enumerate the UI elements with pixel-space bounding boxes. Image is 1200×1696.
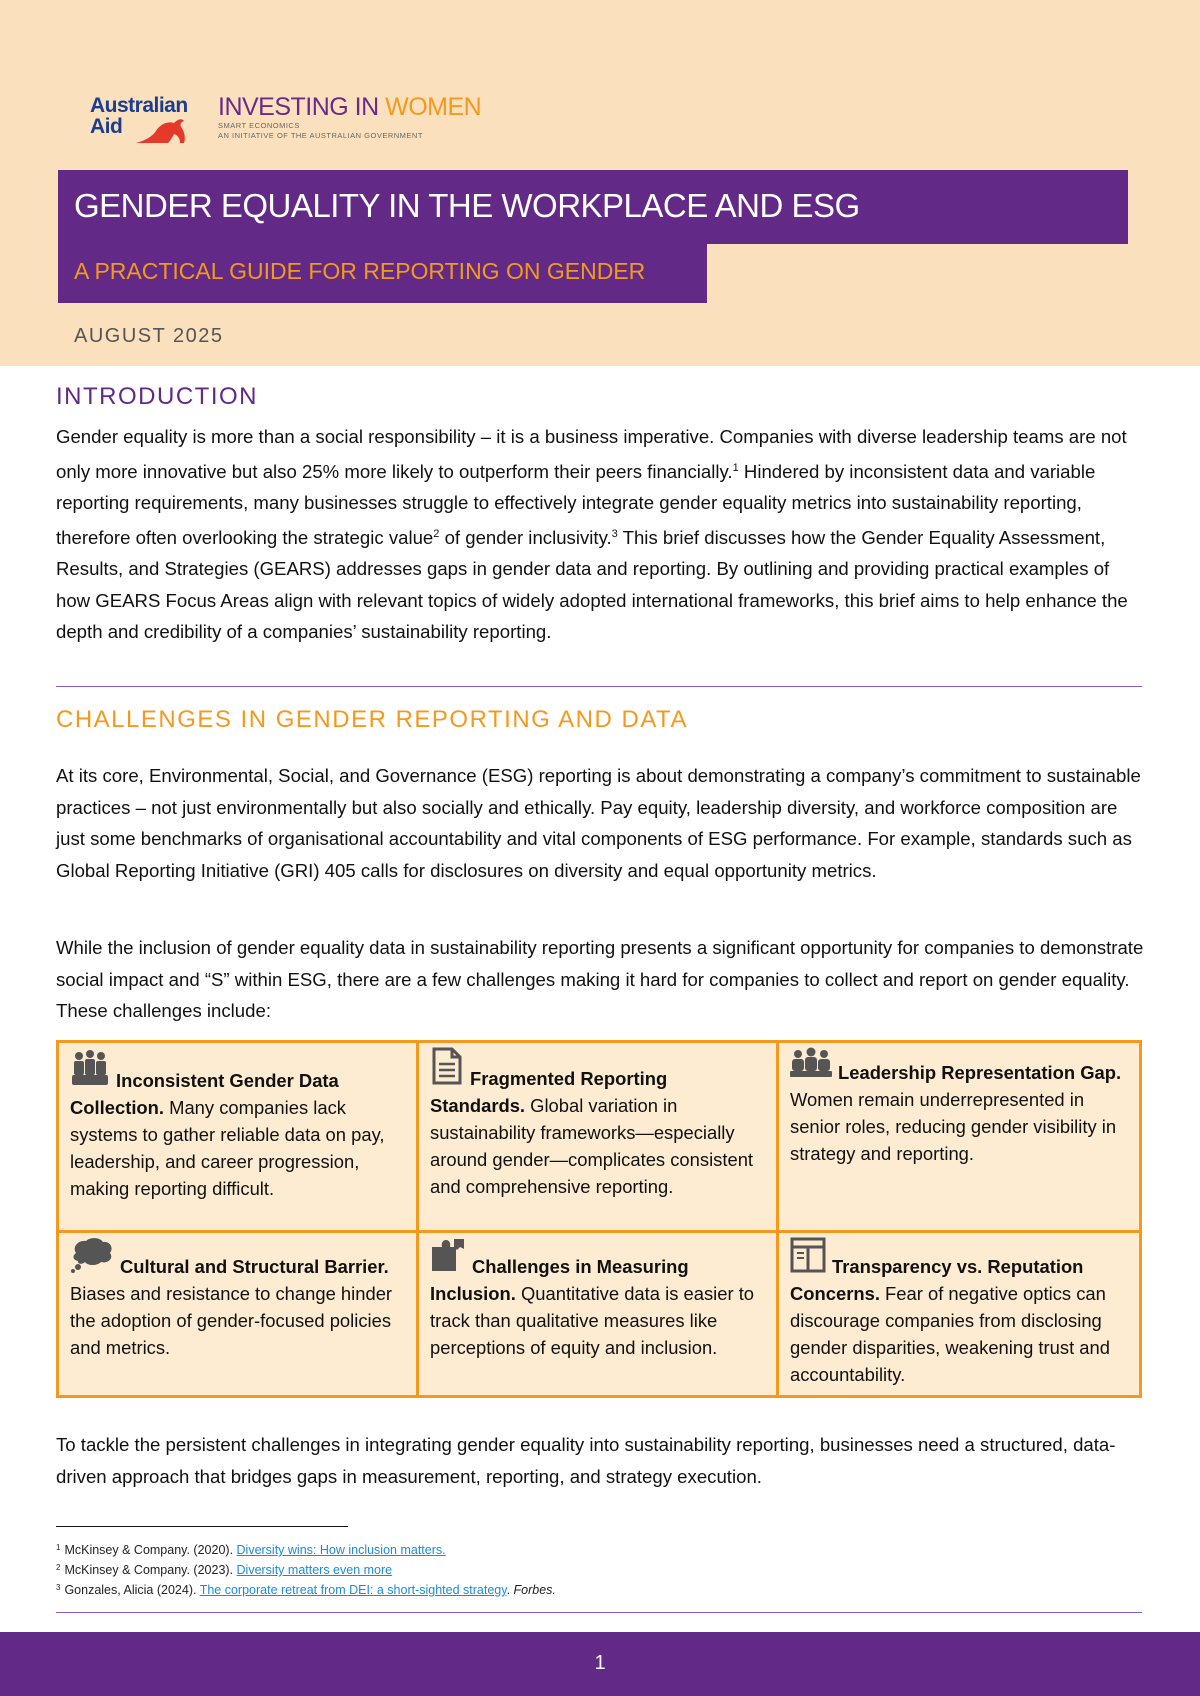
challenge-title: Leadership Representation Gap. bbox=[838, 1062, 1122, 1083]
challenge-title: Transparency vs. Reputation Concerns. bbox=[790, 1256, 1084, 1304]
introduction-heading: INTRODUCTION bbox=[56, 383, 258, 410]
challenge-text: Biases and resistance to change hinder the adoption of gender-focused policies and metrics. bbox=[70, 1283, 393, 1358]
people-group-icon bbox=[70, 1047, 110, 1094]
footnote-3 bbox=[56, 1580, 556, 1598]
puzzle-piece-icon bbox=[430, 1237, 466, 1280]
footnote-1 bbox=[56, 1540, 446, 1558]
section-divider bbox=[56, 686, 1142, 687]
footnote-ref-3[interactable]: 3 bbox=[611, 527, 618, 540]
closing-paragraph: To tackle the persistent challenges in integrating gender equality into sustainability reporting, businesses need a structured, data-driven approach that bridges gaps in measurement, reporting, and strategy execution. bbox=[56, 1434, 1116, 1487]
challenge-title: Inconsistent Gender Data Collection. bbox=[70, 1070, 339, 1118]
challenges-paragraph-1: At its core, Environmental, Social, and Governance (ESG) reporting is about demonstrating a company’s commitment to sustainable practices – not just environmentally but also socially and ethically. Pay equity, leadership diversity, and workforce composition are just some benchmarks of organisational accountability and vital components of ESG performance. For example, standards such as Global Reporting Initiative (GRI) 405 calls for disclosures on diversity and equal opportunity metrics. bbox=[56, 765, 1141, 881]
challenge-card bbox=[779, 1043, 1139, 1233]
transparency-panel-icon bbox=[790, 1237, 826, 1280]
challenge-card bbox=[779, 1233, 1139, 1395]
challenge-text: Women remain underrepresented in senior roles, reducing gender visibility in strategy and reporting. bbox=[790, 1089, 1117, 1164]
footnote-number: 3 bbox=[56, 1583, 61, 1592]
aid-logo-line1: Australian bbox=[90, 94, 188, 117]
challenge-card bbox=[59, 1043, 419, 1233]
aid-logo-line2: Aid bbox=[90, 115, 123, 138]
document-subtitle: A PRACTICAL GUIDE FOR REPORTING ON GENDER bbox=[74, 258, 646, 284]
australian-aid-logo bbox=[90, 95, 205, 155]
challenge-text: Quantitative data is easier to track than qualitative measures like perceptions of equity and inclusion. bbox=[430, 1283, 755, 1358]
intro-text-2: Hindered by inconsistent data and variable reporting requirements, many businesses struggle to effectively integrate gender equality metrics into sustainability reporting, therefore often overlooking the strategic value bbox=[56, 460, 1096, 548]
footnote-link[interactable]: The corporate retreat from DEI: a short-sighted strategy bbox=[199, 1583, 507, 1597]
document-date: AUGUST 2025 bbox=[74, 325, 224, 347]
footnote-suffix: . bbox=[506, 1583, 514, 1597]
title-bar bbox=[58, 170, 1128, 244]
challenge-card bbox=[59, 1233, 419, 1395]
challenge-title: Challenges in Measuring Inclusion. bbox=[430, 1256, 689, 1304]
speech-bubble-icon bbox=[70, 1237, 114, 1280]
iiw-logo-tagline: SMART ECONOMICS bbox=[218, 121, 300, 130]
footnote-citation: Gonzales, Alicia (2024). bbox=[64, 1583, 200, 1597]
footnote-link[interactable]: Diversity matters even more bbox=[236, 1563, 393, 1577]
footnote-citation: McKinsey & Company. (2020). bbox=[64, 1543, 237, 1557]
document-icon bbox=[430, 1047, 464, 1092]
challenge-title: Fragmented Reporting Standards. bbox=[430, 1068, 668, 1116]
introduction-paragraph bbox=[56, 421, 1146, 648]
challenge-text: Global variation in sustainability frameworks—especially around gender—complicates consistent and comprehensive reporting. bbox=[430, 1095, 754, 1197]
iiw-logo-part2: WOMEN bbox=[385, 93, 482, 121]
footnote-number: 1 bbox=[56, 1543, 61, 1552]
challenges-heading: CHALLENGES IN GENDER REPORTING AND DATA bbox=[56, 706, 688, 733]
footnote-number: 2 bbox=[56, 1563, 61, 1572]
footnote-divider bbox=[56, 1526, 348, 1527]
investing-in-women-logo bbox=[218, 93, 482, 141]
footnote-publisher: Forbes. bbox=[513, 1583, 556, 1597]
footnote-link[interactable]: Diversity wins: How inclusion matters. bbox=[236, 1543, 446, 1557]
page-footer bbox=[0, 1632, 1200, 1696]
iiw-logo-part1: INVESTING IN bbox=[218, 93, 386, 121]
intro-text-4: This brief discusses how the Gender Equality Assessment, Results, and Strategies (GEARS) addresses gaps in gender data and reporting. By outlining and providing practical examples of how GEARS Focus Areas align with relevant topics of widely adopted international frameworks, this brief aims to help enhance the depth and credibility of a companies’ sustainability reporting. bbox=[56, 526, 1128, 642]
intro-text-3: of gender inclusivity. bbox=[439, 526, 612, 548]
challenges-grid bbox=[56, 1040, 1142, 1398]
challenge-text: Many companies lack systems to gather reliable data on pay, leadership, and career progression, making reporting difficult. bbox=[70, 1097, 385, 1199]
page-number: 1 bbox=[594, 1652, 606, 1674]
challenge-card bbox=[419, 1043, 779, 1233]
bottom-divider bbox=[56, 1612, 1142, 1613]
kangaroo-icon bbox=[134, 115, 194, 147]
challenge-card bbox=[419, 1233, 779, 1395]
iiw-logo-initiative: AN INITIATIVE OF THE AUSTRALIAN GOVERNMENT bbox=[218, 131, 423, 140]
intro-text-1: Gender equality is more than a social responsibility – it is a business imperative. Companies with diverse leadership teams are not only more innovative but also 25% more likely to outperform their peers financially. bbox=[56, 426, 1127, 482]
leadership-group-icon bbox=[790, 1047, 832, 1086]
footnote-2 bbox=[56, 1560, 392, 1578]
document-title: GENDER EQUALITY IN THE WORKPLACE AND ESG bbox=[74, 187, 860, 224]
challenge-title: Cultural and Structural Barrier. bbox=[120, 1256, 389, 1277]
footnote-ref-1[interactable]: 1 bbox=[732, 461, 739, 474]
challenges-paragraph-2: While the inclusion of gender equality data in sustainability reporting presents a significant opportunity for companies to demonstrate social impact and “S” within ESG, there are a few challenges making it hard for companies to collect and report on gender equality. These challenges include: bbox=[56, 937, 1144, 1021]
footnote-citation: McKinsey & Company. (2023). bbox=[64, 1563, 237, 1577]
subtitle-bar bbox=[58, 244, 707, 303]
footnote-ref-2[interactable]: 2 bbox=[433, 527, 440, 540]
challenge-text: Fear of negative optics can discourage companies from disclosing gender disparities, weakening trust and accountability. bbox=[790, 1283, 1110, 1385]
